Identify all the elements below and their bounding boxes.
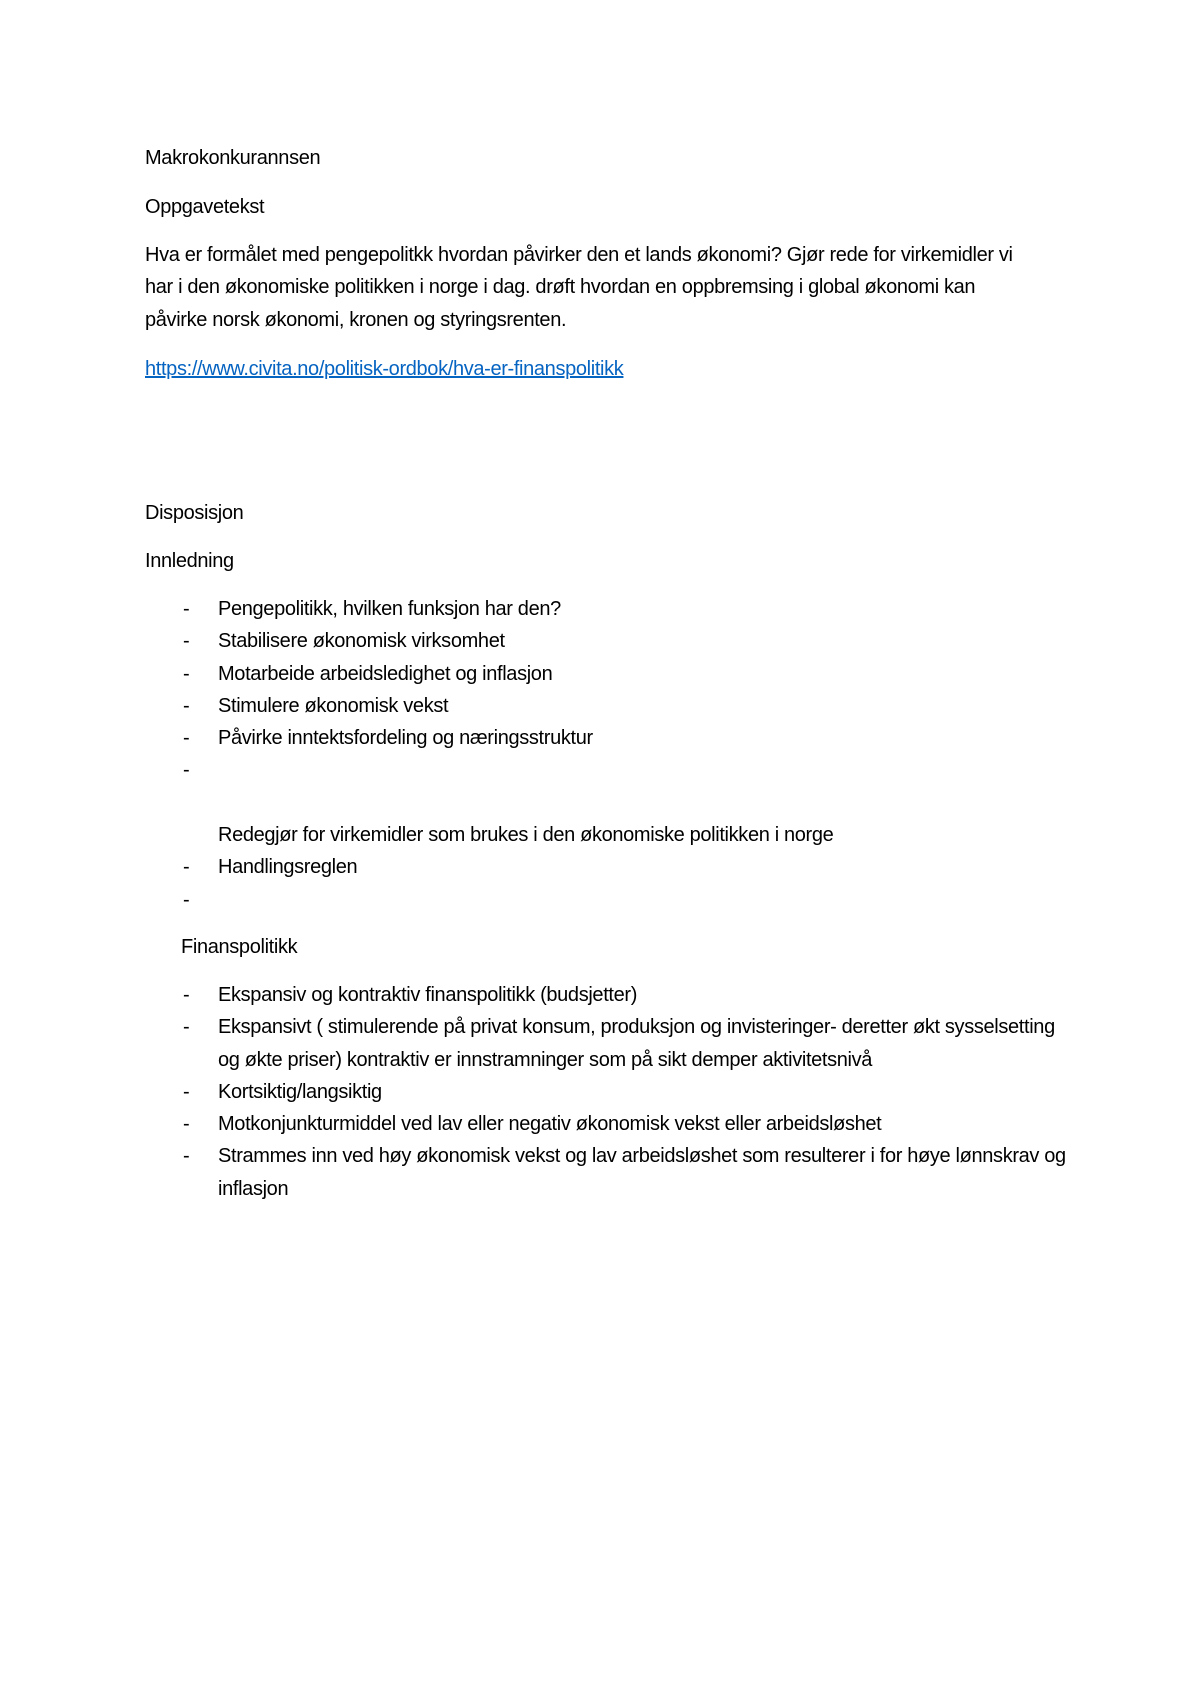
disposition-heading: Disposisjon (145, 502, 244, 524)
instruments-heading: Redegjør for virkemidler som brukes i den økonomiske politikken i norge (218, 824, 834, 847)
list-item: - Motarbeide arbeidsledighet og inflasjon (183, 662, 553, 685)
document-title: Makrokonkurannsen (145, 147, 321, 169)
list-item: - Påvirke inntektsfordeling og næringsstruktur (183, 727, 593, 750)
list-item: - Stimulere økonomisk vekst (183, 694, 449, 717)
list-item: - (183, 888, 190, 911)
list-item: - (183, 759, 190, 782)
list-item: - Strammes inn ved høy økonomisk vekst og lav arbeidsløshet som resulterer i for høye lønnskrav og inflasjon (183, 1145, 1066, 1200)
list-item: - Handlingsreglen (183, 856, 358, 879)
intro-list (145, 593, 1065, 916)
list-item: - Ekspansiv og kontraktiv finanspolitikk (budsjetter) (183, 984, 638, 1006)
task-text: Hva er formålet med pengepolitkk hvordan påvirker den et lands økonomi? Gjør rede for virkemidler vi har i den økonomiske politikken i norge i dag. drøft hvordan en oppbremsing i global økonomi kan påvirke norsk økonomi, kronen og styringsrenten. (145, 244, 1013, 331)
list-item: - Pengepolitikk, hvilken funksjon har den? (183, 598, 561, 620)
fiscal-list (145, 979, 1080, 1205)
list-item: - Ekspansivt ( stimulerende på privat konsum, produksjon og invisteringer- deretter økt sysselsetting og økte priser) kontraktiv er innstramninger som på sikt demper aktivitetsnivå (183, 1016, 1055, 1071)
list-item: - Kortsiktig/langsiktig (183, 1080, 382, 1103)
list-item: - Motkonjunkturmiddel ved lav eller negativ økonomisk vekst eller arbeidsløshet (183, 1113, 882, 1136)
task-heading: Oppgavetekst (145, 196, 265, 218)
fiscal-heading: Finanspolitikk (181, 936, 298, 958)
list-item: - Stabilisere økonomisk virksomhet (183, 630, 505, 653)
intro-heading: Innledning (145, 550, 234, 572)
reference-link[interactable]: https://www.civita.no/politisk-ordbok/hva-er-finanspolitikk (145, 358, 624, 380)
